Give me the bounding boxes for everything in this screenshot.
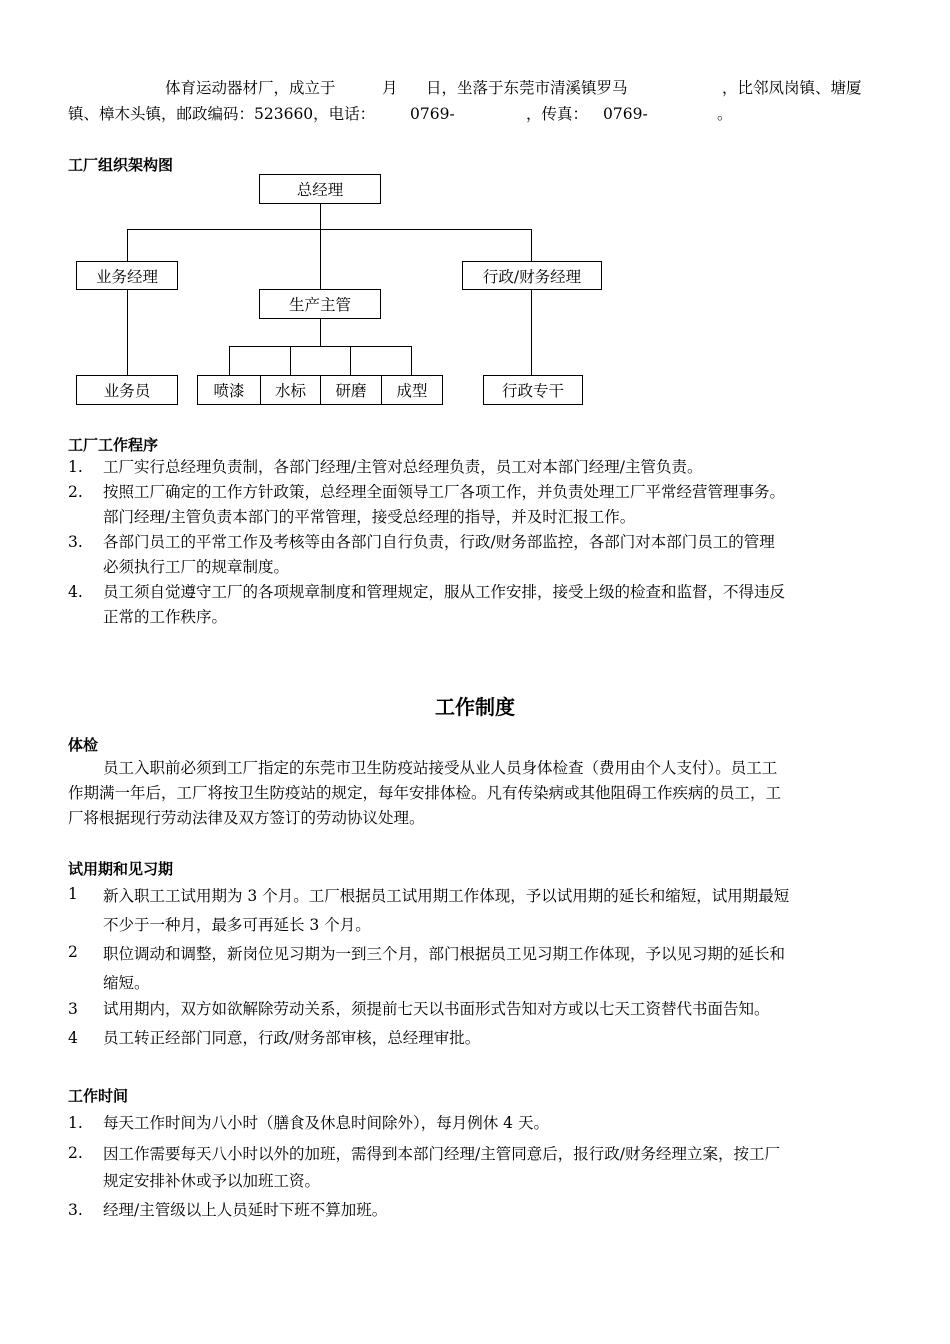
intro-line1-c: 日，坐落于东莞市清溪镇罗马 — [426, 79, 628, 97]
list-item — [103, 1026, 480, 1051]
list-item — [103, 997, 770, 1022]
list-item — [103, 1141, 780, 1195]
list-item-line: 因工作需要每天八小时以外的加班，需得到本部门经理/主管同意后，报行政/财务经理立案，按工厂 — [103, 1145, 780, 1163]
connector-line — [531, 289, 532, 376]
org-box-admin-staff: 行政专干 — [483, 375, 583, 405]
probation-heading: 试用期和见习期 — [68, 860, 174, 878]
connector-line — [127, 289, 128, 376]
org-box-grinding: 研磨 — [320, 375, 382, 405]
list-number: 4 — [68, 1029, 78, 1047]
physical-line: 厂将根据现行劳动法律及双方签订的劳动协议处理。 — [68, 809, 425, 827]
connector-line — [411, 346, 412, 376]
list-number: 1. — [68, 458, 83, 476]
list-number: 2 — [68, 943, 78, 961]
list-item-line: 员工转正经部门同意，行政/财务部审核，总经理审批。 — [103, 1029, 481, 1047]
connector-line — [531, 229, 532, 261]
physical-line: 员工入职前必须到工厂指定的东莞市卫生防疫站接受从业人员身体检查（费用由个人支付）。员工工 — [103, 759, 778, 777]
list-item — [103, 580, 785, 630]
intro-line1-b: 月 — [382, 79, 398, 97]
connector-line — [350, 346, 351, 376]
org-box-admin-finance-manager: 行政/财务经理 — [462, 261, 602, 290]
connector-line — [320, 318, 321, 346]
list-item — [103, 455, 702, 480]
org-box-sales-manager: 业务经理 — [76, 261, 178, 290]
list-item-line: 员工须自觉遵守工厂的各项规章制度和管理规定，服从工作安排，接受上级的检查和监督，不得违反 — [103, 583, 786, 601]
list-item-line: 规定安排补休或予以加班工资。 — [103, 1172, 321, 1190]
physical-line: 作期满一年后，工厂将按卫生防疫站的规定，每年安排体检。凡有传染病或其他阻碍工作疾病的员工，工 — [68, 784, 782, 802]
list-item — [103, 1198, 387, 1223]
intro-line2-e: 。 — [717, 105, 733, 123]
list-item — [103, 480, 785, 530]
list-item-line: 部门经理/主管负责本部门的平常管理，接受总经理的指导，并及时汇报工作。 — [103, 508, 636, 526]
intro-line2-d: 0769- — [603, 105, 648, 123]
org-box-production-supervisor: 生产主管 — [259, 289, 381, 319]
connector-line — [229, 346, 230, 376]
list-number: 1 — [68, 885, 78, 903]
physical-heading: 体检 — [68, 736, 99, 754]
list-item-line: 各部门员工的平常工作及考核等由各部门自行负责，行政/财务部监控，各部门对本部门员工的管理 — [103, 533, 775, 551]
org-box-spray-paint: 喷漆 — [197, 375, 261, 405]
intro-line2-b: 0769- — [410, 105, 455, 123]
list-item — [103, 530, 775, 580]
connector-line — [127, 229, 532, 230]
connector-line — [320, 203, 321, 289]
connector-line — [290, 346, 291, 376]
list-item-line: 经理/主管级以上人员延时下班不算加班。 — [103, 1201, 388, 1219]
list-number: 2. — [68, 483, 83, 501]
list-number: 3. — [68, 1201, 83, 1219]
list-item-line: 按照工厂确定的工作方针政策，总经理全面领导工厂各项工作，并负责处理工厂平常经营管理事务。 — [103, 483, 786, 501]
list-item-line: 正常的工作秩序。 — [103, 608, 228, 626]
org-box-molding: 成型 — [381, 375, 443, 405]
list-item — [103, 1111, 549, 1136]
connector-line — [229, 346, 412, 347]
list-item-line: 缩短。 — [103, 974, 150, 992]
list-item-line: 必须执行工厂的规章制度。 — [103, 558, 290, 576]
list-number: 3 — [68, 1000, 78, 1018]
list-number: 2. — [68, 1144, 83, 1162]
org-box-water-mark: 水标 — [260, 375, 321, 405]
intro-line1-d: ，比邻凤岗镇、塘厦 — [722, 79, 862, 97]
list-item — [103, 940, 785, 998]
list-item-line: 工厂实行总经理负责制，各部门经理/主管对总经理负责，员工对本部门经理/主管负责。 — [103, 458, 703, 476]
work-time-heading: 工作时间 — [68, 1087, 129, 1105]
connector-line — [127, 229, 128, 261]
org-chart-heading: 工厂组织架构图 — [68, 156, 174, 174]
list-item-line: 试用期内，双方如欲解除劳动关系，须提前七天以书面形式告知对方或以七天工资替代书面告知。 — [103, 1000, 770, 1018]
intro-line2-a: 镇、樟木头镇，邮政编码：523660，电话： — [68, 105, 376, 123]
list-item — [103, 882, 789, 940]
list-number: 1. — [68, 1114, 83, 1132]
intro-line1-a: 体育运动器材厂，成立于 — [165, 79, 336, 97]
list-item-line: 新入职工工试用期为 3 个月。工厂根据员工试用期工作体现，予以试用期的延长和缩短，试用期最短 — [103, 887, 790, 905]
list-number: 4. — [68, 583, 83, 601]
list-item-line: 每天工作时间为八小时（膳食及休息时间除外），每月例休 4 天。 — [103, 1114, 549, 1132]
intro-line2-c: ，传真： — [526, 105, 589, 123]
procedure-heading: 工厂工作程序 — [68, 436, 159, 454]
org-box-general-manager: 总经理 — [259, 174, 381, 204]
org-box-salesperson: 业务员 — [76, 375, 178, 405]
list-number: 3. — [68, 533, 83, 551]
rules-title: 工作制度 — [435, 695, 515, 719]
list-item-line: 职位调动和调整，新岗位见习期为一到三个月，部门根据员工见习期工作体现，予以见习期的延长和 — [103, 945, 786, 963]
list-item-line: 不少于一种月，最多可再延长 3 个月。 — [103, 916, 371, 934]
